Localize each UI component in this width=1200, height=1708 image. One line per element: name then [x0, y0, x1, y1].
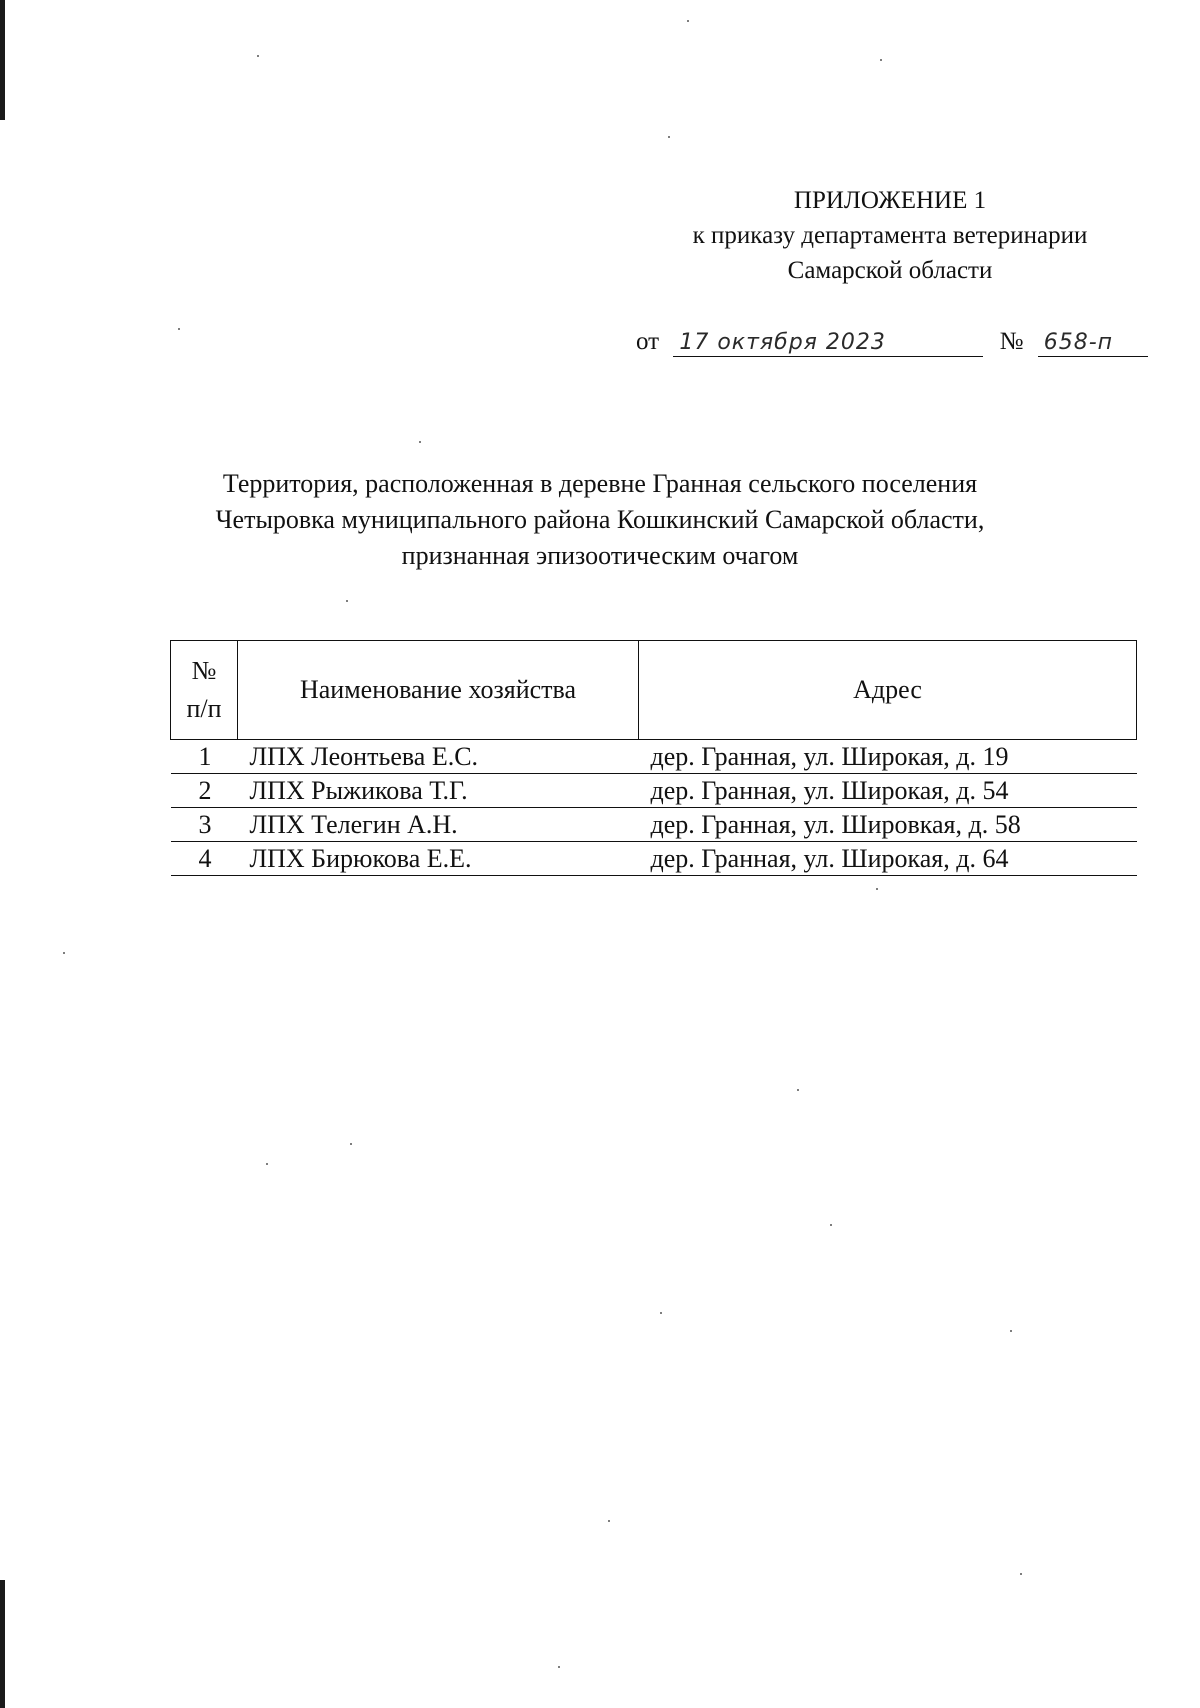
- scan-speck: [608, 1520, 610, 1522]
- row-address: дер. Гранная, ул. Широкая, д. 64: [639, 842, 1137, 876]
- row-address: дер. Гранная, ул. Широкая, д. 54: [639, 774, 1137, 808]
- scan-speck: [876, 888, 878, 890]
- table-row: [171, 808, 1137, 842]
- scan-speck: [660, 1312, 662, 1314]
- document-title: [160, 466, 1040, 574]
- table-row: [171, 842, 1137, 876]
- row-address: дер. Гранная, ул. Широкая, д. 19: [639, 740, 1137, 774]
- row-number: 1: [171, 740, 238, 774]
- handwritten-number: 658-п: [1038, 330, 1148, 357]
- title-line: Четыровка муниципального района Кошкинский Самарской области,: [215, 505, 985, 534]
- scan-speck: [1020, 1573, 1022, 1575]
- appendix-header: [640, 183, 1140, 288]
- header-address: Адрес: [639, 641, 1137, 740]
- row-number: 3: [171, 808, 238, 842]
- row-address: дер. Гранная, ул. Шировкая, д. 58: [639, 808, 1137, 842]
- table-header-row: [171, 641, 1137, 740]
- row-number: 2: [171, 774, 238, 808]
- appendix-heading: ПРИЛОЖЕНИЕ 1: [793, 187, 987, 214]
- farms-table: [170, 640, 1137, 876]
- table-row: [171, 740, 1137, 774]
- row-farm-name: ЛПХ Рыжикова Т.Г.: [238, 774, 639, 808]
- order-reference: [636, 328, 1148, 357]
- scan-speck: [266, 1163, 268, 1165]
- row-farm-name: ЛПХ Телегин А.Н.: [238, 808, 639, 842]
- scan-speck: [346, 600, 348, 602]
- number-prefix: №: [999, 328, 1024, 355]
- row-number: 4: [171, 842, 238, 876]
- title-line: Территория, расположенная в деревне Гранная сельского поселения: [222, 469, 978, 498]
- handwritten-date: 17 октября 2023: [673, 330, 983, 357]
- scan-speck: [63, 952, 65, 954]
- date-prefix: от: [636, 328, 660, 355]
- header-number-abbr: п/п: [186, 694, 222, 723]
- row-farm-name: ЛПХ Бирюкова Е.Е.: [238, 842, 639, 876]
- header-number: [171, 641, 238, 740]
- scan-speck: [797, 1089, 799, 1091]
- header-farm-name: Наименование хозяйства: [238, 641, 639, 740]
- appendix-region-line: Самарской области: [787, 257, 993, 284]
- scan-speck: [687, 20, 689, 22]
- table-row: [171, 774, 1137, 808]
- row-farm-name: ЛПХ Леонтьева Е.С.: [238, 740, 639, 774]
- scan-edge-shadow: [0, 0, 5, 120]
- scan-edge-shadow: [0, 1580, 5, 1708]
- scan-speck: [880, 59, 882, 61]
- scan-speck: [668, 136, 670, 138]
- scan-speck: [830, 1224, 832, 1226]
- scan-speck: [419, 441, 421, 443]
- scan-speck: [1010, 1330, 1012, 1332]
- scan-speck: [558, 1666, 560, 1668]
- title-line: признанная эпизоотическим очагом: [401, 541, 799, 570]
- scan-speck: [350, 1143, 352, 1145]
- appendix-order-line: к приказу департамента ветеринарии: [692, 222, 1088, 249]
- header-number-sign: №: [191, 656, 217, 685]
- scan-speck: [257, 55, 259, 57]
- scan-speck: [178, 328, 180, 330]
